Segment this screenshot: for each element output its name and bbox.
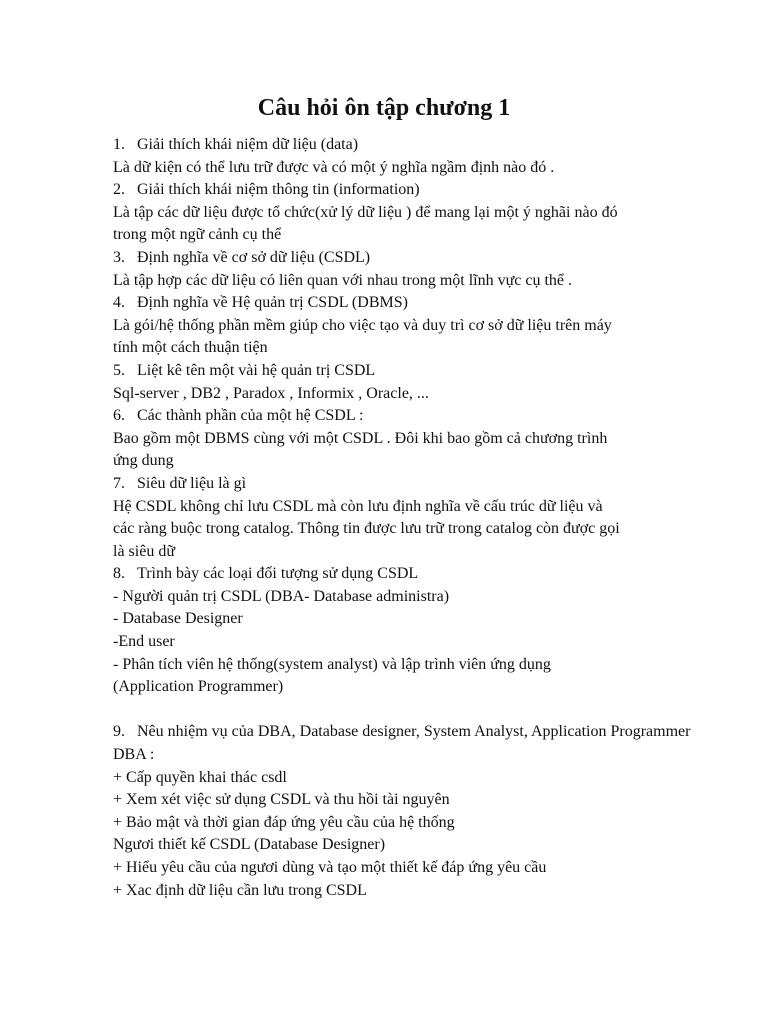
question-8 (113, 563, 693, 586)
question-number: 1. (113, 136, 125, 153)
question-3 (113, 247, 693, 270)
paragraph-spacer (113, 699, 693, 722)
answer-2-line-1: Là tập các dữ liệu được tổ chức(xử lý dữ liệu ) để mang lại một ý nghãi nào đó (113, 203, 618, 221)
question-number: 5. (113, 361, 125, 379)
question-7 (113, 473, 693, 496)
question-number: 9. (113, 723, 125, 741)
question-9 (113, 721, 693, 744)
question-text: Siêu dữ liệu là gì (137, 474, 247, 492)
page-title: Câu hỏi ôn tập chương 1 (257, 95, 511, 121)
question-2 (113, 179, 693, 202)
question-number: 6. (113, 407, 125, 425)
answer-5: Sql-server , DB2 , Paradox , Informix , Oracle, ... (113, 384, 429, 402)
question-number: 3. (113, 248, 125, 266)
question-text: Trình bày các loại đối tượng sử dụng CSDL (137, 565, 419, 583)
answer-3: Là tập hợp các dữ liệu có liên quan với nhau trong một lĩnh vực cụ thể . (113, 271, 573, 289)
question-6 (113, 405, 693, 428)
answer-7-line-3: là siêu dữ (113, 542, 175, 560)
answer-9-item: + Xac định dữ liệu cần lưu trong CSDL (113, 881, 367, 899)
answer-8-item: -End user (113, 633, 175, 651)
answer-4-line-1: Là gói/hệ thống phần mềm giúp cho việc tạo và duy trì cơ sở dữ liệu trên máy (113, 316, 612, 334)
answer-9-item: + Xem xét việc sử dụng CSDL và thu hồi tài nguyên (113, 791, 450, 809)
answer-4-line-2: tính một cách thuận tiện (113, 339, 268, 357)
question-text: Các thành phần của một hệ CSDL : (137, 407, 364, 425)
answer-9-item: Ngươi thiết kế CSDL (Database Designer) (113, 836, 386, 854)
question-number: 2. (113, 181, 125, 199)
question-text: Giải thích khái niệm dữ liệu (data) (137, 136, 359, 153)
answer-1: Là dữ kiện có thể lưu trữ được và có một ý nghĩa ngầm định nào đó . (113, 158, 555, 176)
question-text: Định nghĩa về cơ sở dữ liệu (CSDL) (137, 248, 371, 266)
answer-8-item: - Database Designer (113, 610, 243, 628)
answer-2-line-2: trong một ngữ cảnh cụ thể (113, 226, 282, 244)
answer-9-item: + Cấp quyền khai thác csdl (113, 768, 287, 786)
document-body (113, 134, 693, 902)
question-4 (113, 292, 693, 315)
question-text: Nêu nhiệm vụ của DBA, Database designer, System Analyst, Application Programmer (137, 723, 691, 741)
answer-6-line-2: ứng dung (113, 452, 174, 470)
question-number: 7. (113, 474, 125, 492)
answer-7-line-1: Hệ CSDL không chỉ lưu CSDL mà còn lưu định nghĩa về cấu trúc dữ liệu và (113, 497, 603, 515)
question-number: 4. (113, 294, 125, 312)
answer-7-line-2: các ràng buộc trong catalog. Thông tin được lưu trữ trong catalog còn được gọi (113, 520, 620, 538)
answer-6-line-1: Bao gồm một DBMS cùng với một CSDL . Đôi khi bao gồm cả chương trình (113, 429, 608, 447)
question-1 (113, 134, 693, 157)
answer-8-item: - Phân tích viên hệ thống(system analyst) và lập trình viên ứng dụng (113, 655, 551, 673)
answer-9-item: + Hiểu yêu cầu của ngươi dùng và tạo một thiết kế đáp ứng yêu cầu (113, 859, 547, 876)
answer-9-item: + Bảo mật và thời gian đáp ứng yêu cầu của hệ thống (113, 813, 455, 831)
question-text: Liệt kê tên một vài hệ quản trị CSDL (137, 361, 376, 379)
question-text: Giải thích khái niệm thông tin (information) (137, 181, 420, 199)
question-5 (113, 360, 693, 383)
answer-9-item: DBA : (113, 746, 155, 764)
question-text: Định nghĩa về Hệ quản trị CSDL (DBMS) (137, 294, 408, 312)
answer-8-item: - Người quản trị CSDL (DBA- Database administra) (113, 587, 450, 605)
answer-8-item: (Application Programmer) (113, 678, 284, 696)
question-number: 8. (113, 565, 125, 583)
